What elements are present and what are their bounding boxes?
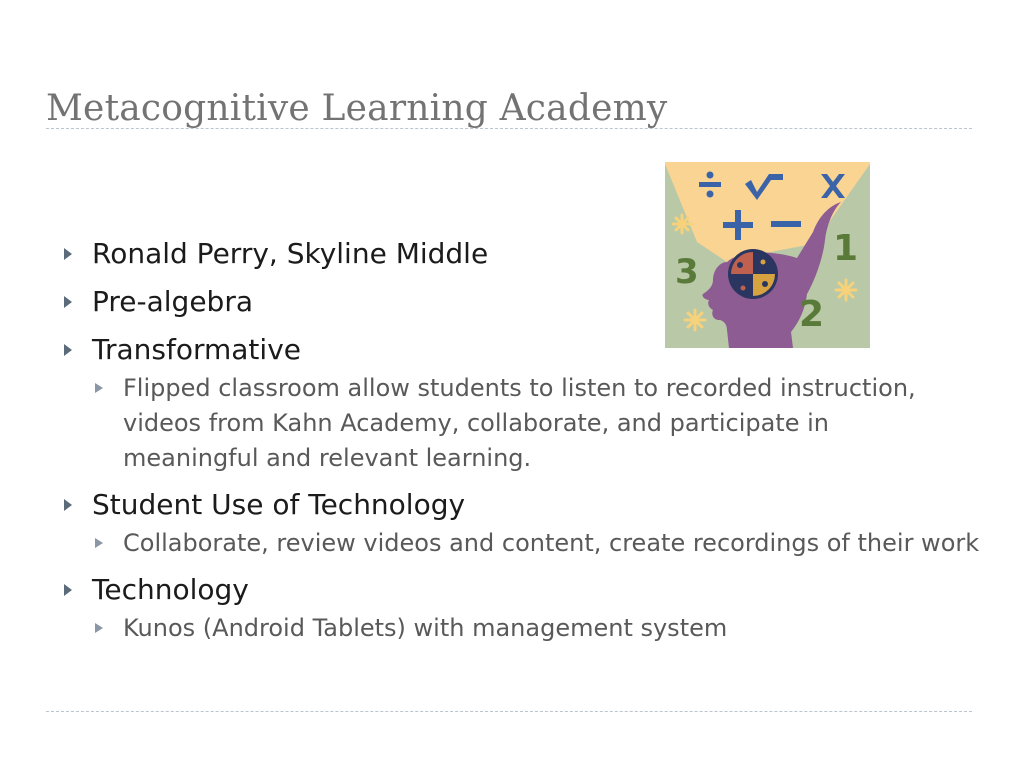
sub-bullet-item (62, 371, 923, 476)
sub-bullet-arrow-icon (95, 383, 103, 393)
svg-text:2: 2 (799, 294, 825, 335)
title-divider (46, 128, 972, 129)
bullet-text: Transformative (92, 333, 301, 366)
bullet-item (62, 283, 962, 321)
bullet-arrow-icon (64, 499, 72, 511)
bullet-arrow-icon (64, 584, 72, 596)
bullet-text: Technology (92, 573, 249, 606)
bullet-text: Ronald Perry, Skyline Middle (92, 237, 489, 270)
bullet-item (62, 486, 962, 524)
bullet-text: Student Use of Technology (92, 488, 466, 521)
slide-title: Metacognitive Learning Academy (46, 88, 668, 129)
sub-bullet-item (62, 611, 962, 646)
bullet-arrow-icon (64, 296, 72, 308)
bullet-item (62, 235, 962, 273)
sub-bullet-item (62, 526, 985, 561)
bullet-text: Pre-algebra (92, 285, 253, 318)
bullet-arrow-icon (64, 344, 72, 356)
bullet-item (62, 571, 962, 609)
bullet-arrow-icon (64, 248, 72, 260)
svg-text:3: 3 (675, 252, 699, 292)
sub-bullet-arrow-icon (95, 623, 103, 633)
footer-divider (46, 711, 972, 712)
sub-bullet-arrow-icon (95, 538, 103, 548)
bullet-item (62, 331, 962, 369)
svg-text:1: 1 (833, 228, 859, 269)
bullet-list (62, 235, 980, 646)
sub-bullet-text: Kunos (Android Tablets) with management system (123, 614, 728, 642)
sub-bullet-text: Flipped classroom allow students to listen to recorded instruction, videos from Kahn Academy, collaborate, and participate in meaningful and relevant learning. (123, 374, 916, 472)
sub-bullet-text: Collaborate, review videos and content, create recordings of their work (123, 529, 980, 557)
